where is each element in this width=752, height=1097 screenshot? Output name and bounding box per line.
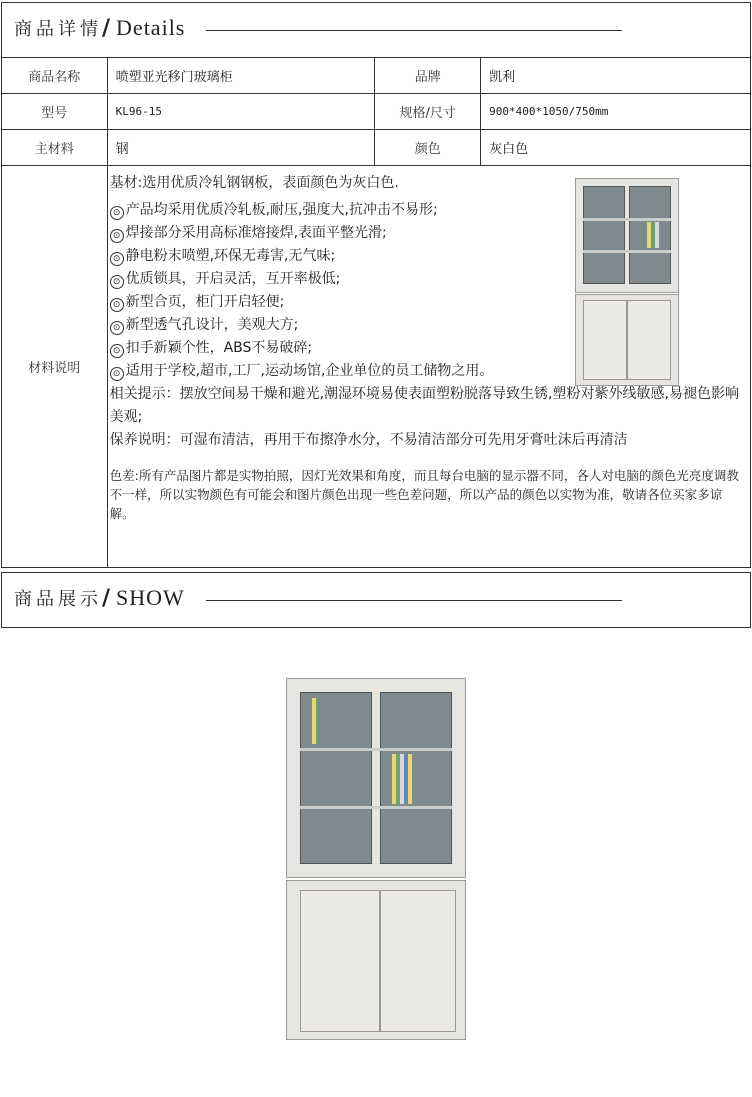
bullet-icon: ⊙ (110, 367, 124, 381)
bullet-icon: ⊙ (110, 344, 124, 358)
color-value: 灰白色 (481, 130, 751, 166)
color-label: 颜色 (375, 130, 481, 166)
spec-table (1, 57, 751, 568)
show-title (14, 585, 185, 611)
bullet-icon: ⊙ (110, 229, 124, 243)
spec-row-description (2, 166, 751, 568)
title-slash: / (102, 16, 113, 41)
desc-bullet-text: 产品均采用优质冷轧板,耐压,强度大,抗冲击不易形; (125, 202, 438, 218)
bullet-icon: ⊙ (110, 252, 124, 266)
product-main-image (286, 678, 466, 1046)
product-thumbnail (575, 178, 679, 388)
details-header-rule (206, 30, 622, 31)
desc-bullet-text: 扣手新颖个性，ABS不易破碎; (125, 340, 313, 356)
spec-row-name (2, 58, 751, 94)
size-value: 900*400*1050/750mm (481, 94, 751, 130)
details-title (14, 15, 185, 41)
bullet-icon: ⊙ (110, 206, 124, 220)
desc-bullet-text: 适用于学校,超市,工厂,运动场馆,企业单位的员工储物之用。 (125, 363, 494, 379)
spec-row-model (2, 94, 751, 130)
details-header (1, 2, 751, 58)
name-label: 商品名称 (2, 58, 108, 94)
show-title-en: SHOW (116, 585, 185, 610)
desc-bullet-text: 焊接部分采用高标准熔接焊,表面平整光滑; (125, 225, 387, 241)
material-label: 主材料 (2, 130, 108, 166)
size-label: 规格/尺寸 (375, 94, 481, 130)
desc-bullet-text: 优质锁具，开启灵活，互开率极低; (125, 271, 341, 287)
model-value: KL96-15 (107, 94, 375, 130)
material-value: 钢 (107, 130, 375, 166)
desc-color-note: 色差:所有产品图片都是实物拍照，因灯光效果和角度，而且每台电脑的显示器不同，各人对电脑的颜色光亮度调教不一样，所以实物颜色有可能会和图片颜色出现一些色差问题，所以产品的颜色以实物为准，敬请各位买家多谅解。 (109, 468, 739, 521)
bullet-icon: ⊙ (110, 321, 124, 335)
desc-label: 材料说明 (2, 166, 108, 568)
show-title-cn: 商品展示 (14, 589, 102, 610)
brand-value: 凯利 (481, 58, 751, 94)
name-value: 喷塑亚光移门玻璃柜 (107, 58, 375, 94)
show-header-rule (206, 600, 622, 601)
desc-bullet-text: 新型合页，柜门开启轻便; (125, 294, 285, 310)
details-title-cn: 商品详情 (14, 19, 102, 40)
title-slash: / (102, 586, 113, 611)
bullet-icon: ⊙ (110, 298, 124, 312)
desc-bullet-text: 新型透气孔设计，美观大方; (125, 317, 299, 333)
desc-base: 基材:选用优质冷轧钢钢板，表面颜色为灰白色. (109, 175, 399, 191)
desc-care: 保养说明：可湿布清洁，再用干布擦净水分，不易清洁部分可先用牙膏吐沫后再清洁 (109, 432, 628, 448)
desc-hint: 相关提示：摆放空间易干燥和避光,潮湿环境易使表面塑粉脱落导致生锈,塑粉对紫外线敏感,易褪色影响美观; (109, 386, 739, 425)
bullet-icon: ⊙ (110, 275, 124, 289)
spec-row-material (2, 130, 751, 166)
details-title-en: Details (116, 15, 186, 40)
desc-cell (107, 166, 750, 568)
show-header (1, 572, 751, 628)
model-label: 型号 (2, 94, 108, 130)
desc-bullet-text: 静电粉末喷塑,环保无毒害,无气味; (125, 248, 336, 264)
brand-label: 品牌 (375, 58, 481, 94)
